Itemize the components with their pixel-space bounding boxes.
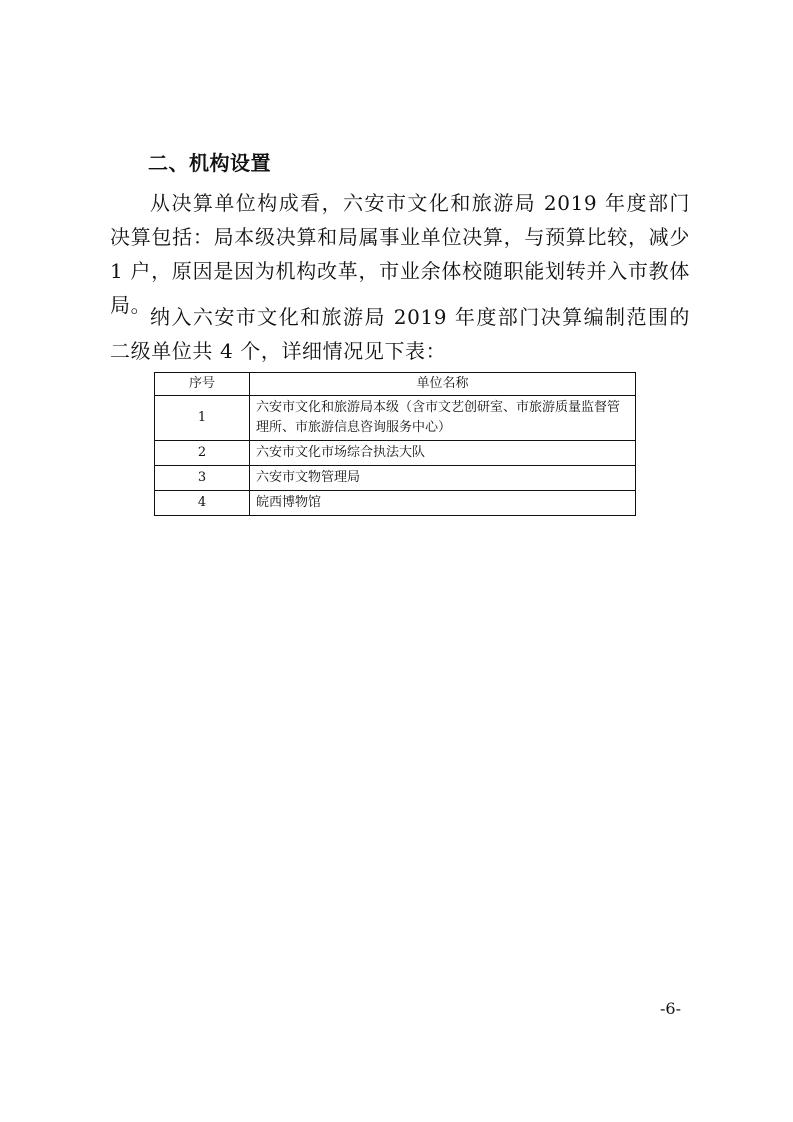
row-serial-number: 3 bbox=[155, 466, 250, 491]
header-unit-name: 单位名称 bbox=[250, 373, 636, 396]
row-unit-name: 六安市文物管理局 bbox=[250, 466, 636, 491]
row-unit-name: 六安市文化和旅游局本级（含市文艺创研室、市旅游质量监督管理所、市旅游信息咨询服务中心） bbox=[250, 396, 636, 441]
row-serial-number: 1 bbox=[155, 396, 250, 441]
table-row bbox=[155, 466, 636, 491]
header-serial-number: 序号 bbox=[155, 373, 250, 396]
row-unit-name: 皖西博物馆 bbox=[250, 491, 636, 516]
section-heading: 二、机构设置 bbox=[148, 151, 271, 175]
row-serial-number: 2 bbox=[155, 441, 250, 466]
table-row bbox=[155, 491, 636, 516]
units-table bbox=[154, 372, 636, 516]
paragraph-budget-units: 从决算单位构成看，六安市文化和旅游局 2019 年度部门决算包括：局本级决算和局属事业单位决算，与预算比较，减少 1 户，原因是因为机构改革，市业余体校随职能划转并入市教体局。 bbox=[110, 191, 690, 317]
paragraph-secondary-units: 纳入六安市文化和旅游局 2019 年度部门决算编制范围的二级单位共 4 个，详细情况见下表： bbox=[110, 305, 690, 363]
table-row bbox=[155, 441, 636, 466]
page-number: -6- bbox=[660, 999, 681, 1018]
row-serial-number: 4 bbox=[155, 491, 250, 516]
table-header-row bbox=[155, 373, 636, 396]
row-unit-name: 六安市文化市场综合执法大队 bbox=[250, 441, 636, 466]
table-row bbox=[155, 396, 636, 441]
